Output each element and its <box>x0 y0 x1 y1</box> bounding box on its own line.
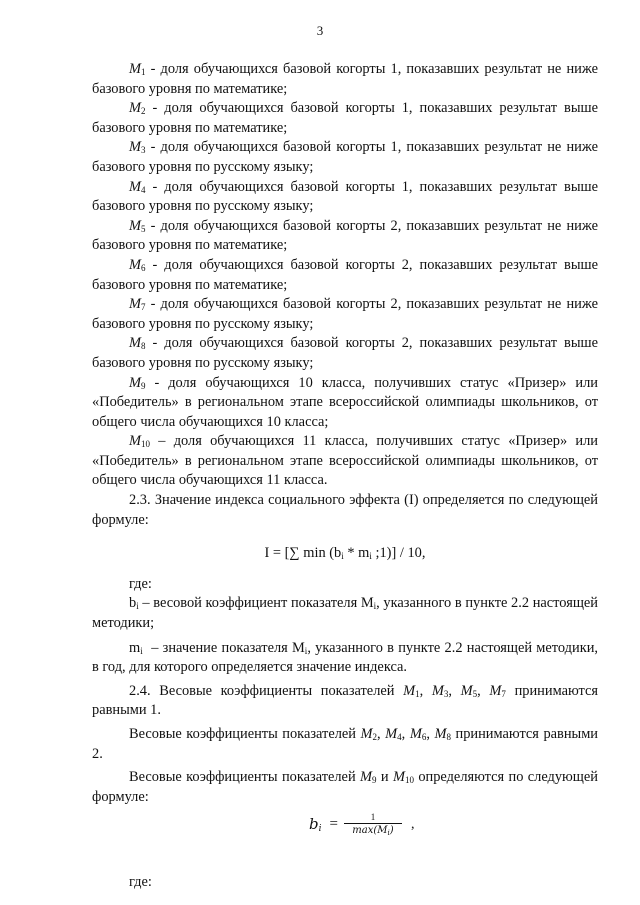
p-2-4-sub-5: 5 <box>472 688 478 699</box>
denominator-close: ) <box>389 825 394 837</box>
p-w2-sep-3: , <box>426 726 435 742</box>
document-body <box>92 60 598 893</box>
indicator-text-first: - доля обучающихся базовой когорты 2, показавших результат не <box>145 217 562 234</box>
indicator-text-rest: базового уровня по математике; <box>92 119 288 136</box>
formula-1-part-a: I = [∑ min (b <box>264 545 342 562</box>
formula-1-sub-b: i <box>341 551 344 562</box>
p-2-4-sub-3: 3 <box>443 688 449 699</box>
indicator-subscript: 2 <box>141 106 146 117</box>
indicator-symbol: M <box>129 256 141 273</box>
indicator-subscript: 4 <box>141 184 146 195</box>
formula-2-lhs <box>309 815 322 835</box>
p-w2-sym-6: M <box>409 726 422 742</box>
indicator-item <box>92 295 598 334</box>
p-2-4-sym-5: M <box>460 682 473 699</box>
p-w2-sym-2: M <box>360 726 373 742</box>
fraction-stack <box>344 812 402 837</box>
indicator-item <box>92 374 598 433</box>
indicator-text-rest: «Победитель» в региональном этапе всероссийской олимпиады школьников, от общего числа обучающихся 11 класса. <box>92 452 598 489</box>
formula-1-part-b: * m <box>343 545 370 562</box>
indicator-subscript: 7 <box>141 302 146 313</box>
p-w9-sym-9: M <box>360 769 373 786</box>
def-b-text2: , указанного в пункте 2.2 настоящей методики; <box>92 595 598 632</box>
indicator-text-rest: базового уровня по русскому языку; <box>92 354 314 371</box>
definition-b <box>92 594 598 633</box>
def-m-sub2: i <box>304 645 308 656</box>
indicator-subscript: 8 <box>141 341 146 352</box>
indicator-item <box>92 256 598 295</box>
indicator-item <box>92 138 598 177</box>
indicator-text-first: - доля обучающихся базовой когорты 2, показавших результат выше <box>145 335 598 352</box>
formula-1-sub-m: i <box>369 551 372 562</box>
indicator-text-first: - доля обучающихся базовой когорты 1, показавших результат выше <box>145 100 598 117</box>
indicator-text-rest: ниже базового уровня по математике; <box>92 61 598 97</box>
p-w2-sub-6: 6 <box>421 732 427 742</box>
definition-m <box>92 639 598 678</box>
indicator-text-rest: ниже базового уровня по математике; <box>92 217 598 254</box>
indicator-text-first: – доля обучающихся 11 класса, получивших статус «Призер» или <box>150 433 598 450</box>
indicator-subscript: 10 <box>141 439 150 450</box>
indicator-symbol: M <box>129 374 141 391</box>
fraction-numerator: 1 <box>370 812 376 823</box>
p-w2-sep-2: , <box>401 726 410 742</box>
indicator-subscript: 6 <box>141 262 146 273</box>
denominator-sub: i <box>387 829 390 838</box>
formula-index-social-effect <box>92 544 598 564</box>
indicator-symbol: M <box>129 335 141 352</box>
p-w2-sym-8: M <box>434 726 447 742</box>
def-b-symbol: b <box>129 595 137 612</box>
page-number: 3 <box>316 23 324 38</box>
where-label-2: где: <box>129 874 152 891</box>
def-b-sub: i <box>136 601 139 612</box>
indicator-subscript: 9 <box>141 380 146 391</box>
p-w2-sep-1: , <box>377 726 386 742</box>
def-m-sub: i <box>140 645 143 656</box>
where-label-1: где: <box>129 575 152 592</box>
p-w2-lead: Весовые коэффициенты показателей <box>129 726 361 742</box>
indicator-text-rest: базового уровня по русскому языку; <box>92 198 314 215</box>
p-w2-sub-2: 2 <box>372 732 378 742</box>
formula-2-equals: = <box>329 816 338 833</box>
indicator-symbol: M <box>129 178 141 195</box>
indicator-item <box>92 217 598 256</box>
indicator-item <box>92 178 598 217</box>
p-w9-sub-9: 9 <box>372 775 377 786</box>
paragraph-2-3: 2.3. Значение индекса социального эффекта (I) определяется по следующей формуле: <box>92 492 598 528</box>
fraction-denominator <box>352 824 393 837</box>
def-b-text: – весовой коэффициент показателя M <box>138 595 374 612</box>
formula-2-lhs-symbol: b <box>309 815 319 834</box>
indicator-text-first: - доля обучающихся базовой когорты 1, показавших результат не <box>145 139 562 156</box>
indicator-item <box>92 60 598 99</box>
def-m-text2: , указанного в пункте 2.2 настоящей методики, в год, для которого определяется значение индекса. <box>92 639 598 676</box>
def-m-symbol: m <box>129 639 141 656</box>
paragraph-weights-9-10 <box>92 768 598 807</box>
indicator-symbol: M <box>129 139 141 156</box>
p-w2-tail: принимаются равными 2. <box>92 726 599 762</box>
p-2-4-sym-1: M <box>403 682 416 699</box>
indicator-symbol: M <box>129 100 141 117</box>
p-w2-sub-4: 4 <box>397 732 402 742</box>
formula-2-tail: , <box>410 817 415 833</box>
indicator-subscript: 1 <box>141 67 146 77</box>
indicator-text-rest: ниже базового уровня по русскому языку; <box>92 296 598 332</box>
p-w2-sym-4: M <box>385 726 398 742</box>
p-2-4-sep-1: , <box>419 682 432 699</box>
indicator-item <box>92 99 598 138</box>
indicator-text-first: - доля обучающихся базовой когорты 2, показавших результат не <box>145 296 562 313</box>
p-w9-mid: и <box>376 769 393 786</box>
indicator-symbol: M <box>129 61 141 77</box>
p-w9-tail: определяются по следующей формуле: <box>92 769 598 805</box>
formula-weight <box>92 810 598 848</box>
p-2-4-sym-7: M <box>489 682 502 699</box>
indicator-symbol: M <box>129 433 141 450</box>
indicator-text-rest: ниже базового уровня по русскому языку; <box>92 139 598 175</box>
indicator-text-first: - доля обучающихся 10 класса, получивших статус «Призер» или <box>145 374 598 391</box>
indicator-item <box>92 432 598 491</box>
indicator-text-first: - доля обучающихся базовой когорты 1, показавших результат выше <box>145 178 598 195</box>
p-2-4-tail: принимаются равными 1. <box>92 682 599 719</box>
p-w9-sub-10: 10 <box>404 775 414 786</box>
indicator-list <box>92 60 598 491</box>
indicator-subscript: 5 <box>141 223 146 234</box>
def-b-sub2: i <box>373 601 377 612</box>
indicator-symbol: M <box>129 296 141 313</box>
p-2-4-sub-1: 1 <box>415 688 420 699</box>
indicator-text-first: - доля обучающихся базовой когорты 2, показавших результат выше <box>145 256 598 273</box>
p-2-4-sub-7: 7 <box>501 688 506 699</box>
formula-2-lhs-sub: i <box>318 824 322 835</box>
indicator-subscript: 3 <box>141 145 146 156</box>
p-w2-sub-8: 8 <box>446 732 451 742</box>
formula-1-part-c: ;1)] / 10, <box>371 545 426 562</box>
p-w9-sym-10: M <box>392 769 405 786</box>
p-w9-lead: Весовые коэффициенты показателей <box>129 769 361 786</box>
indicator-text-rest: «Победитель» в региональном этапе всероссийской олимпиады школьников, от общего числа обучающихся 10 класса; <box>92 394 598 430</box>
indicator-text-first: - доля обучающихся базовой когорты 1, показавших результат не <box>145 61 562 77</box>
p-2-4-sep-3: , <box>477 682 490 699</box>
indicator-text-rest: базового уровня по математике; <box>92 276 288 293</box>
p-2-4-lead: 2.4. Весовые коэффициенты показателей <box>129 682 404 699</box>
def-m-text: – значение показателя M <box>142 639 305 656</box>
denominator-text: max(M <box>352 825 388 837</box>
indicator-symbol: M <box>129 217 141 234</box>
p-2-4-sep-2: , <box>448 682 461 699</box>
indicator-item <box>92 334 598 373</box>
p-2-4-sym-3: M <box>431 682 444 699</box>
paragraph-2-4 <box>92 682 598 721</box>
weight-fraction <box>309 812 414 837</box>
paragraph-weights-2 <box>92 725 598 764</box>
